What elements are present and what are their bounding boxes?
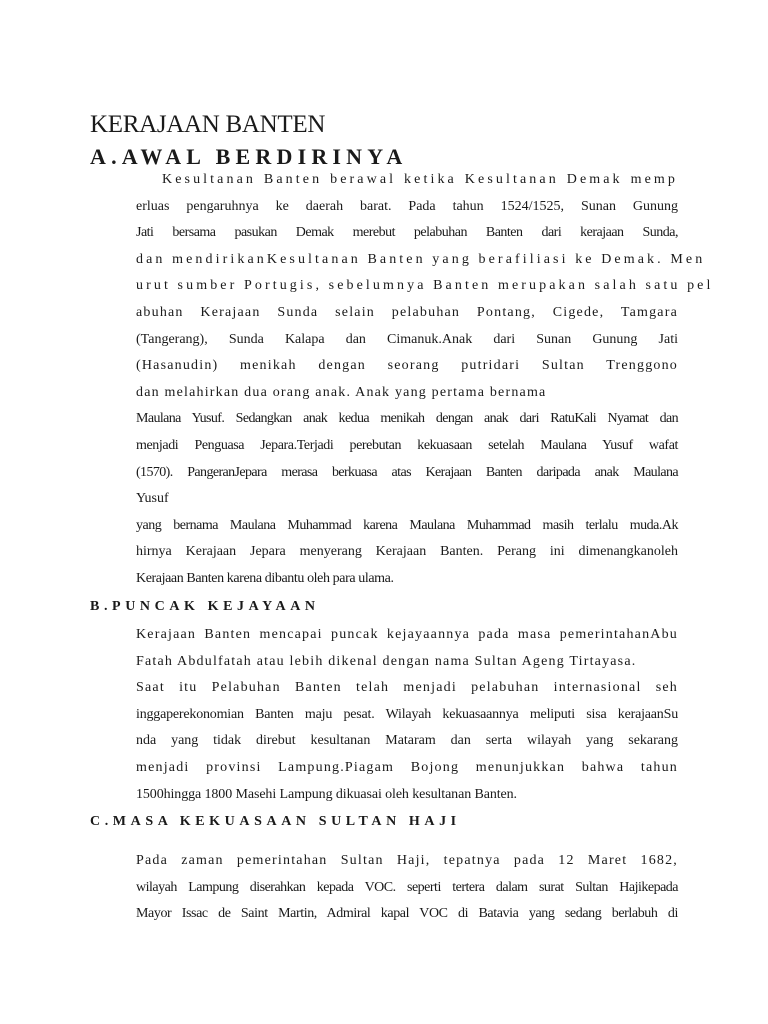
paragraph-line: dan melahirkan dua orang anak. Anak yang pertama bernama <box>136 384 547 400</box>
paragraph-line: Pada zaman pemerintahan Sultan Haji, tepatnya pada 12 Maret 1682, <box>136 853 678 868</box>
paragraph-line: Kerajaan Banten mencapai puncak kejayaannya pada masa pemerintahanAbu <box>136 627 678 642</box>
paragraph-line: (Hasanudin) menikah dengan seorang putridari Sultan Trenggono <box>136 358 678 374</box>
paragraph-line: 1500hingga 1800 Masehi Lampung dikuasai oleh kesultanan Banten. <box>136 786 517 802</box>
section-heading-a: A.AWAL BERDIRINYA <box>90 144 408 169</box>
paragraph-line: (1570). PangeranJepara merasa berkuasa atas Kerajaan Banten daripada anak Maulana <box>136 464 678 480</box>
paragraph-line: inggaperekonomian Banten maju pesat. Wilayah kekuasaannya meliputi sisa kerajaanSu <box>136 706 678 722</box>
paragraph-line: Mayor Issac de Saint Martin, Admiral kapal VOC di Batavia yang sedang berlabuh di <box>136 906 678 922</box>
section-heading-b: B.PUNCAK KEJAYAAN <box>90 599 320 614</box>
paragraph-line: Jati bersama pasukan Demak merebut pelabuhan Banten dari kerajaan Sunda, <box>136 225 678 241</box>
paragraph-line: menjadi provinsi Lampung.Piagam Bojong menunjukkan bahwa tahun <box>136 759 678 775</box>
paragraph-line: abuhan Kerajaan Sunda selain pelabuhan Pontang, Cigede, Tamgara <box>136 304 678 320</box>
section-body-a <box>136 167 714 593</box>
paragraph-line: nda yang tidak direbut kesultanan Mataram dan serta wilayah yang sekarang <box>136 733 678 749</box>
paragraph-line: Maulana Yusuf. Sedangkan anak kedua menikah dengan anak dari RatuKali Nyamat dan <box>136 411 678 427</box>
section-body-b <box>136 622 678 808</box>
paragraph-line: Kerajaan Banten karena dibantu oleh para ulama. <box>136 570 394 586</box>
paragraph-line: erluas pengaruhnya ke daerah barat. Pada tahun 1524/1525, Sunan Gunung <box>136 198 678 214</box>
paragraph-line: yang bernama Maulana Muhammad karena Maulana Muhammad masih terlalu muda.Ak <box>136 517 678 533</box>
section-body-c <box>136 848 678 928</box>
section-heading-c: C.MASA KEKUASAAN SULTAN HAJI <box>90 814 461 829</box>
paragraph-line: Fatah Abdulfatah atau lebih dikenal dengan nama Sultan Ageng Tirtayasa. <box>136 653 637 669</box>
paragraph-line: Saat itu Pelabuhan Banten telah menjadi pelabuhan internasional seh <box>136 680 678 696</box>
paragraph-line: hirnya Kerajaan Jepara menyerang Kerajaan Banten. Perang ini dimenangkanoleh <box>136 544 678 560</box>
document-title: KERAJAAN BANTEN <box>90 111 326 138</box>
paragraph-line: menjadi Penguasa Jepara.Terjadi perebutan kekuasaan setelah Maulana Yusuf wafat <box>136 437 678 453</box>
paragraph-line: (Tangerang), Sunda Kalapa dan Cimanuk.Anak dari Sunan Gunung Jati <box>136 331 678 347</box>
paragraph-line: Yusuf <box>136 491 169 507</box>
paragraph-line: urut sumber Portugis, sebelumnya Banten merupakan salah satu pel <box>136 278 714 294</box>
paragraph-line: wilayah Lampung diserahkan kepada VOC. seperti tertera dalam surat Sultan Hajikepada <box>136 879 678 895</box>
paragraph-line: Kesultanan Banten berawal ketika Kesultanan Demak memp <box>162 172 678 187</box>
paragraph-line: dan mendirikanKesultanan Banten yang berafiliasi ke Demak. Men <box>136 251 706 267</box>
